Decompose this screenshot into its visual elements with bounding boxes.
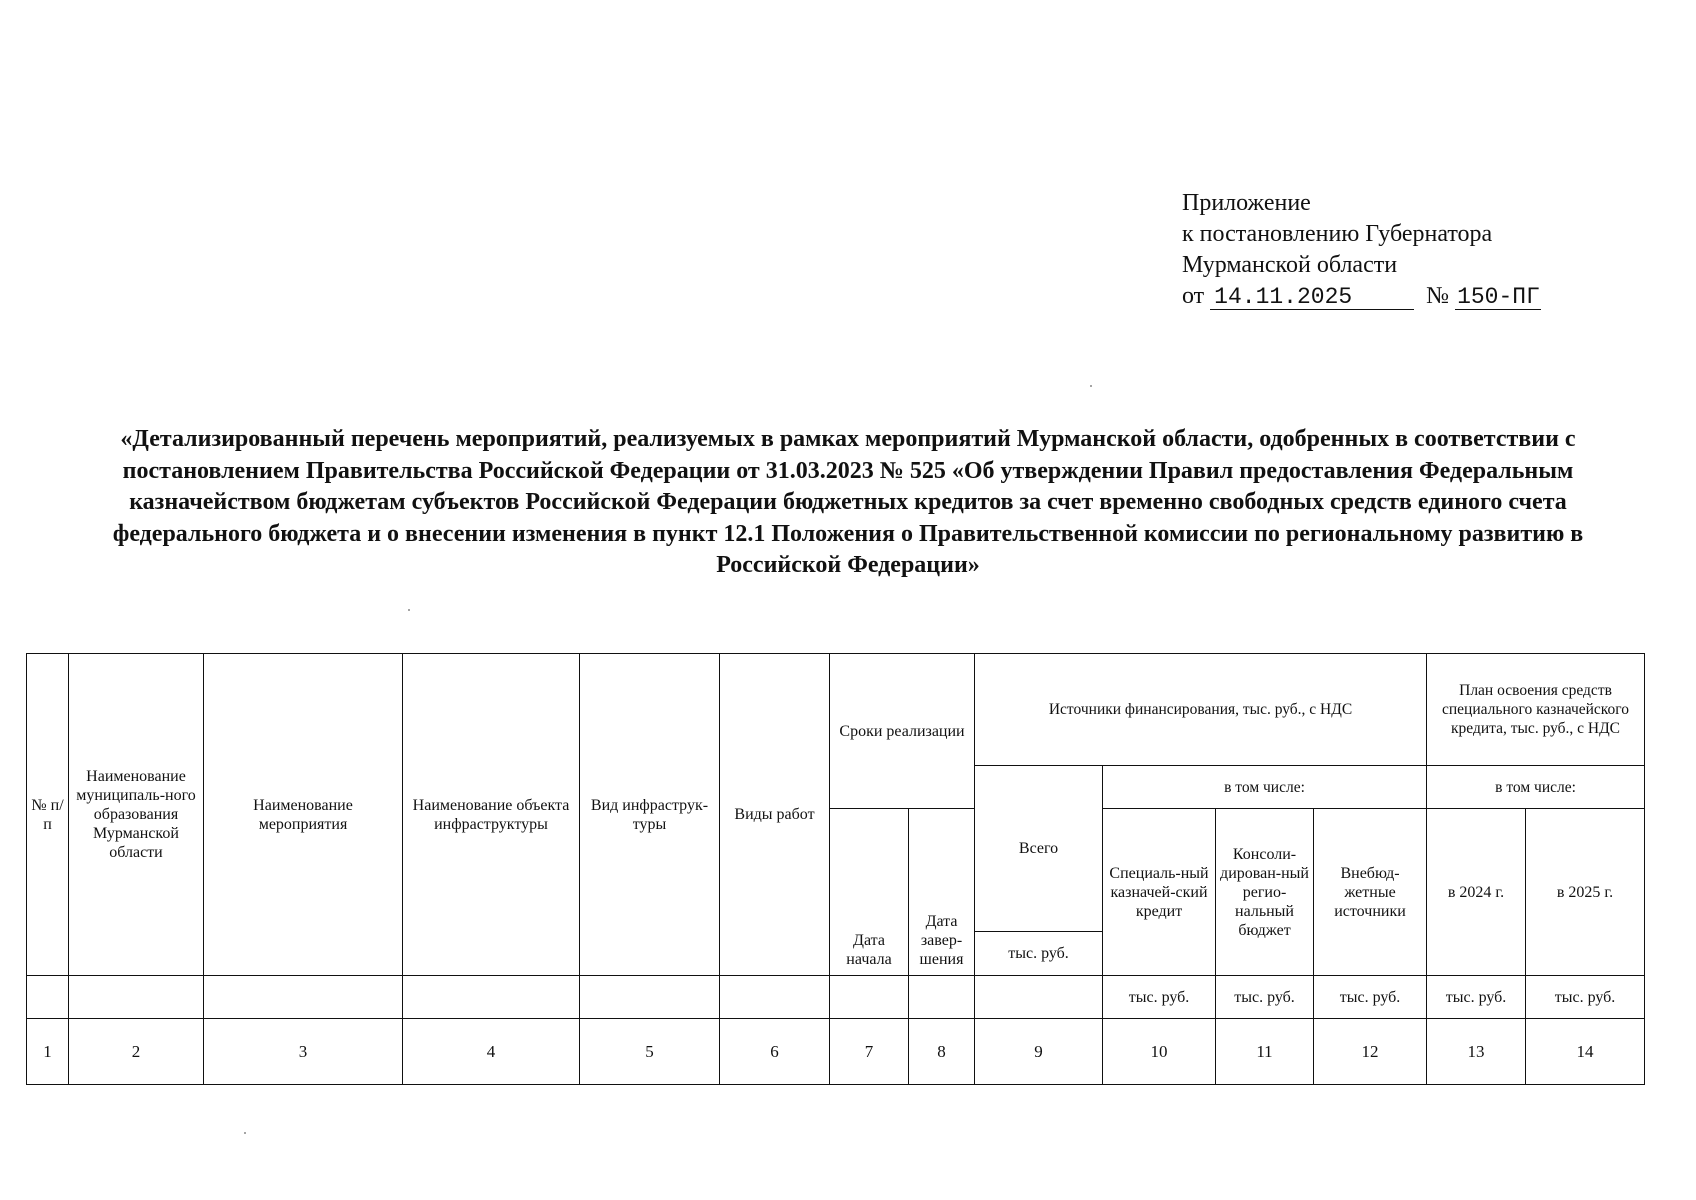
col-number-6: 6 (720, 1019, 830, 1085)
col-number-10: 10 (1103, 1019, 1216, 1085)
number-prefix: № (1426, 283, 1450, 309)
appendix-line-1: Приложение (1182, 190, 1311, 216)
header-terms: Сроки реализации (830, 654, 975, 809)
header-sources: Источники финансирования, тыс. руб., с НДС (975, 654, 1427, 766)
scan-speck (1090, 385, 1092, 387)
document-title: «Детализированный перечень мероприятий, реализуемых в рамках мероприятий Мурманской области, одобренных в соответствии с постановлением Правительства Российской Федерации от 31.03.2023 № 525 «Об утверждении Правил предоставления Федеральным казначейством бюджетам субъектов Российской Федерации бюджетных кредитов за счет временно свободных средств единого счета федерального бюджета и о внесении изменения в пункт 12.1 Положения о Правительственной комиссии по региональному развитию в Российской Федерации» (112, 426, 1584, 578)
decree-date: 14.11.2025 (1210, 285, 1414, 310)
scan-speck (244, 1132, 246, 1134)
header-end-date: Дата завер-шения (909, 809, 975, 976)
scan-speck (408, 609, 410, 611)
unit-consolidated: тыс. руб. (1216, 976, 1314, 1019)
unit-2024: тыс. руб. (1427, 976, 1526, 1019)
header-no: № п/п (27, 654, 69, 976)
header-event: Наименование мероприятия (204, 654, 403, 976)
header-infra-type: Вид инфраструк-туры (580, 654, 720, 976)
header-plan: План освоения средств специального казначейского кредита, тыс. руб., с НДС (1427, 654, 1645, 766)
header-2025: в 2025 г. (1526, 809, 1645, 976)
header-special-credit: Специаль-ный казначей-ский кредит (1103, 809, 1216, 976)
col-number-1: 1 (27, 1019, 69, 1085)
header-work-types: Виды работ (720, 654, 830, 976)
col-number-14: 14 (1526, 1019, 1645, 1085)
header-start-date: Дата начала (830, 809, 909, 976)
col-number-4: 4 (403, 1019, 580, 1085)
unit-2025: тыс. руб. (1526, 976, 1645, 1019)
header-total: Всего (975, 766, 1103, 932)
header-consolidated: Консоли-дирован-ный регио-нальный бюджет (1216, 809, 1314, 976)
decree-number: 150-ПГ (1457, 284, 1540, 310)
col-number-7: 7 (830, 1019, 909, 1085)
events-table (26, 653, 1645, 977)
appendix-date-line (1182, 281, 1541, 312)
col-number-11: 11 (1216, 1019, 1314, 1085)
col-number-8: 8 (909, 1019, 975, 1085)
date-prefix: от (1182, 283, 1205, 309)
header-including-sources: в том числе: (1103, 766, 1427, 809)
header-municipality: Наименование муниципаль-ного образования Мурманской области (69, 654, 204, 976)
header-2024: в 2024 г. (1427, 809, 1526, 976)
col-number-5: 5 (580, 1019, 720, 1085)
appendix-line-3: Мурманской области (1182, 252, 1398, 278)
unit-special-credit: тыс. руб. (1103, 976, 1216, 1019)
col-number-3: 3 (204, 1019, 403, 1085)
col-number-13: 13 (1427, 1019, 1526, 1085)
events-table-units-and-numbers (26, 975, 1645, 1085)
header-including-plan: в том числе: (1427, 766, 1645, 809)
col-number-2: 2 (69, 1019, 204, 1085)
header-extrabudget: Внебюд-жетные источники (1314, 809, 1427, 976)
unit-total: тыс. руб. (975, 932, 1103, 976)
appendix-line-2: к постановлению Губернатора (1182, 221, 1493, 247)
unit-extrabudget: тыс. руб. (1314, 976, 1427, 1019)
col-number-12: 12 (1314, 1019, 1427, 1085)
appendix-block (1182, 188, 1541, 312)
col-number-9: 9 (975, 1019, 1103, 1085)
header-object: Наименование объекта инфраструктуры (403, 654, 580, 976)
